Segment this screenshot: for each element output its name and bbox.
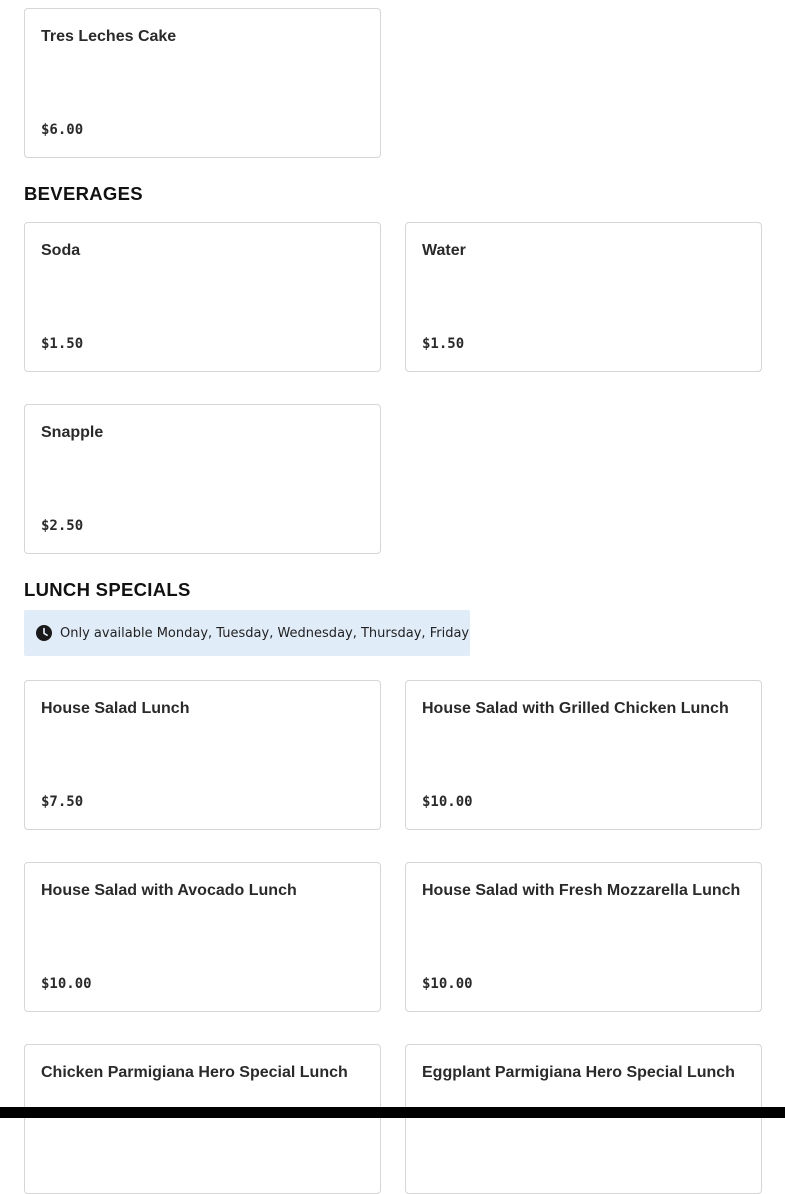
menu-item-price: $10.00 <box>422 976 473 992</box>
menu-item-name: Eggplant Parmigiana Hero Special Lunch <box>422 1064 735 1081</box>
menu-item-price: $2.50 <box>41 518 84 534</box>
menu-item-name: House Salad with Grilled Chicken Lunch <box>422 700 729 717</box>
menu-item-card[interactable] <box>24 862 381 1012</box>
menu-item-card[interactable] <box>405 680 762 830</box>
menu-item-price: $6.00 <box>41 122 84 138</box>
menu-item-card[interactable] <box>24 680 381 830</box>
clock-icon <box>36 625 52 641</box>
menu-item-card[interactable] <box>405 222 762 372</box>
menu-item-name: House Salad with Avocado Lunch <box>41 882 297 899</box>
menu-item-name: Snapple <box>41 424 104 441</box>
menu-item-card[interactable] <box>24 404 381 554</box>
menu-item-name: House Salad with Fresh Mozzarella Lunch <box>422 882 741 899</box>
menu-item-name: Soda <box>41 242 81 259</box>
menu-item-card[interactable] <box>405 1044 762 1194</box>
availability-text: Only available Monday, Tuesday, Wednesday, Thursday, Friday <box>60 625 470 641</box>
menu-item-card[interactable] <box>24 8 381 158</box>
menu-item-price: $10.00 <box>41 976 92 992</box>
menu-item-price: $1.50 <box>41 336 84 352</box>
section-title-beverages: BEVERAGES <box>24 183 143 204</box>
menu-item-price: $10.00 <box>422 794 473 810</box>
menu-item-card[interactable] <box>24 1044 381 1194</box>
section-title-lunch-specials: LUNCH SPECIALS <box>24 579 191 600</box>
menu-item-price: $1.50 <box>422 336 465 352</box>
menu-item-card[interactable] <box>24 222 381 372</box>
menu-item-price: $7.50 <box>41 794 84 810</box>
availability-notice <box>24 610 470 656</box>
bottom-bar <box>0 1107 785 1118</box>
menu-item-name: House Salad Lunch <box>41 700 190 717</box>
menu-item-name: Chicken Parmigiana Hero Special Lunch <box>41 1064 348 1081</box>
menu-item-card[interactable] <box>405 862 762 1012</box>
menu-item-name: Tres Leches Cake <box>41 28 177 45</box>
menu-item-name: Water <box>422 242 466 259</box>
